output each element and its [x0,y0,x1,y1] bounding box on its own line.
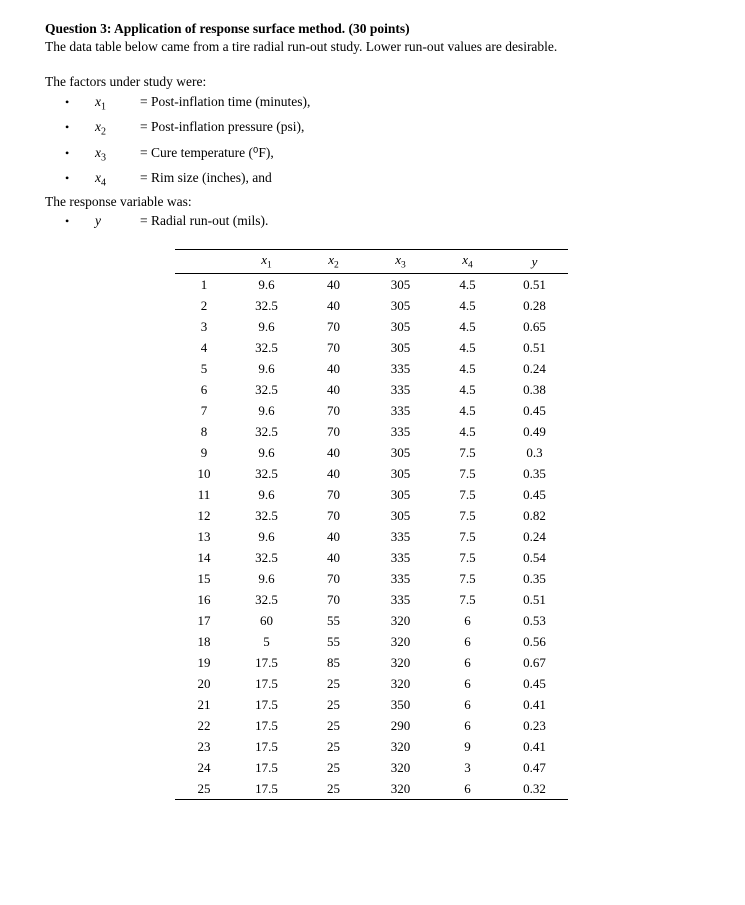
table-row [175,274,568,296]
value-cell: 32.5 [255,507,278,523]
value-cell: 350 [390,696,411,712]
table-row [175,652,568,673]
value-cell: 70 [327,423,340,439]
value-cell: 60 [260,612,273,628]
value-cell: 335 [390,549,411,565]
run-number-cell: 5 [200,360,208,376]
bullet-marker: • [65,120,70,135]
run-number-cell: 7 [200,402,208,418]
value-cell: 70 [327,591,340,607]
value-cell: 32.5 [255,381,278,397]
table-row [175,547,568,568]
table-row [175,400,568,421]
value-cell: 0.24 [523,360,546,376]
factor-symbol: $x_1$ [95,93,106,113]
value-cell: 0.3 [526,444,543,460]
value-cell: 70 [327,339,340,355]
data-table-body [175,274,568,800]
question-title: Question 3: Application of response surface method. (30 points) [45,21,410,36]
run-number-cell: 15 [197,570,211,586]
run-number-cell: 2 [200,297,208,313]
table-row [175,589,568,610]
value-cell: 0.32 [523,780,546,796]
value-cell: 25 [327,696,340,712]
value-cell: 55 [327,633,340,649]
value-cell: 305 [390,318,411,334]
value-cell: 0.51 [523,339,546,355]
value-cell: 32.5 [255,591,278,607]
factor-description: = Post-inflation pressure (psi), [140,119,305,135]
bullet-marker: • [65,214,70,229]
value-cell: 40 [327,549,340,565]
value-cell: 335 [390,528,411,544]
value-cell: 6 [464,633,471,649]
value-cell: 305 [390,276,411,292]
value-cell: 0.51 [523,276,546,292]
run-number-cell: 14 [197,549,211,565]
factor-description: = Rim size (inches), and [140,170,272,186]
value-cell: 4.5 [459,318,476,334]
run-number-cell: 13 [197,528,211,544]
value-cell: 6 [464,612,471,628]
value-cell: 40 [327,381,340,397]
factor-symbol: $x_2$ [95,119,106,138]
value-cell: 6 [464,780,471,796]
table-row [175,295,568,316]
table-row [175,463,568,484]
table-row [175,379,568,400]
factor-item [45,142,700,167]
value-cell: 7.5 [459,549,476,565]
value-cell: 7.5 [459,570,476,586]
value-cell: 70 [327,318,340,334]
data-table-head-row [175,249,568,274]
value-cell: 320 [390,654,411,670]
run-number-cell: 22 [197,717,211,733]
column-header: $x_3$ [395,252,406,271]
value-cell: 305 [390,339,411,355]
value-cell: 4.5 [459,423,476,439]
value-cell: 70 [327,486,340,502]
value-cell: 9.6 [258,318,275,334]
value-cell: 25 [327,780,340,796]
value-cell: 6 [464,675,471,691]
factor-item [45,167,700,192]
value-cell: 25 [327,738,340,754]
value-cell: 335 [390,402,411,418]
value-cell: 6 [464,654,471,670]
value-cell: 70 [327,570,340,586]
value-cell: 70 [327,402,340,418]
value-cell: 32.5 [255,465,278,481]
value-cell: 305 [390,444,411,460]
value-cell: 0.41 [523,738,546,754]
value-cell: 40 [327,465,340,481]
value-cell: 0.54 [523,549,546,565]
value-cell: 70 [327,507,340,523]
column-header: $x_4$ [462,252,473,271]
value-cell: 4.5 [459,402,476,418]
table-row [175,757,568,778]
bullet-marker: • [65,145,70,160]
factors-label: The factors under study were: [45,74,207,90]
question-intro: The data table below came from a tire radial run-out study. Lower run-out values are desirable. [45,38,558,54]
value-cell: 320 [390,675,411,691]
run-number-cell: 1 [200,276,208,292]
value-cell: 0.35 [523,570,546,586]
value-cell: 0.35 [523,465,546,481]
value-cell: 320 [390,738,411,754]
value-cell: 335 [390,423,411,439]
value-cell: 4.5 [459,339,476,355]
value-cell: 305 [390,465,411,481]
value-cell: 0.23 [523,717,546,733]
value-cell: 335 [390,360,411,376]
run-number-cell: 6 [200,381,208,397]
factor-item [45,116,700,141]
run-number-cell: 9 [200,444,208,460]
data-table [175,249,568,801]
value-cell: 4.5 [459,381,476,397]
value-cell: 0.49 [523,423,546,439]
value-cell: 7.5 [459,444,476,460]
value-cell: 0.47 [523,759,546,775]
value-cell: 290 [390,717,411,733]
value-cell: 17.5 [255,717,278,733]
value-cell: 5 [263,633,270,649]
value-cell: 32.5 [255,339,278,355]
value-cell: 17.5 [255,696,278,712]
value-cell: 17.5 [255,759,278,775]
run-number-cell: 25 [197,780,211,796]
value-cell: 4.5 [459,276,476,292]
value-cell: 55 [327,612,340,628]
value-cell: 320 [390,633,411,649]
factor-symbol: $x_4$ [95,170,106,189]
column-header: y [531,253,538,269]
value-cell: 40 [327,528,340,544]
run-number-cell: 11 [197,486,211,502]
response-item [45,210,700,233]
value-cell: 17.5 [255,738,278,754]
value-cell: 9.6 [258,528,275,544]
value-cell: 305 [390,507,411,523]
value-cell: 40 [327,297,340,313]
table-row [175,442,568,463]
value-cell: 17.5 [255,654,278,670]
value-cell: 9.6 [258,444,275,460]
value-cell: 7.5 [459,507,476,523]
table-row [175,568,568,589]
run-number-cell: 10 [197,465,211,481]
table-row [175,505,568,526]
value-cell: 40 [327,444,340,460]
response-description: = Radial run-out (mils). [140,213,269,229]
run-number-cell: 21 [197,696,211,712]
run-number-cell: 8 [200,423,208,439]
value-cell: 3 [464,759,471,775]
response-symbol: y [95,213,101,229]
value-cell: 9.6 [258,276,275,292]
response-label: The response variable was: [45,193,192,209]
run-number-cell: 24 [197,759,211,775]
table-row [175,610,568,631]
value-cell: 0.45 [523,675,546,691]
value-cell: 0.45 [523,402,546,418]
value-cell: 25 [327,759,340,775]
value-cell: 0.65 [523,318,546,334]
bullet-marker: • [65,94,70,109]
value-cell: 0.28 [523,297,546,313]
value-cell: 335 [390,381,411,397]
value-cell: 4.5 [459,297,476,313]
run-number-cell: 12 [197,507,211,523]
bullet-marker: • [65,171,70,186]
value-cell: 305 [390,297,411,313]
value-cell: 32.5 [255,297,278,313]
column-header: $x_2$ [328,252,339,271]
run-number-cell: 17 [197,612,211,628]
value-cell: 0.51 [523,591,546,607]
table-row [175,421,568,442]
table-row [175,526,568,547]
table-row [175,673,568,694]
value-cell: 305 [390,486,411,502]
run-number-cell: 20 [197,675,211,691]
value-cell: 0.67 [523,654,546,670]
factor-symbol: $x_3$ [95,144,106,164]
factor-description: = Post-inflation time (minutes), [140,93,311,109]
value-cell: 9.6 [258,570,275,586]
value-cell: 320 [390,780,411,796]
value-cell: 6 [464,717,471,733]
table-row [175,736,568,757]
run-number-cell: 16 [197,591,211,607]
value-cell: 85 [327,654,340,670]
value-cell: 7.5 [459,465,476,481]
value-cell: 6 [464,696,471,712]
table-row [175,631,568,652]
value-cell: 40 [327,276,340,292]
run-number-cell: 19 [197,654,211,670]
value-cell: 32.5 [255,549,278,565]
table-row [175,316,568,337]
table-row [175,778,568,800]
value-cell: 335 [390,570,411,586]
run-number-cell: 4 [200,339,208,355]
table-row [175,694,568,715]
run-number-cell: 23 [197,738,211,754]
value-cell: 7.5 [459,591,476,607]
table-row [175,358,568,379]
value-cell: 4.5 [459,360,476,376]
value-cell: 7.5 [459,486,476,502]
value-cell: 17.5 [255,675,278,691]
data-table-head [175,249,568,274]
run-number-cell: 3 [200,318,208,334]
value-cell: 0.24 [523,528,546,544]
column-header: $x_1$ [261,252,272,271]
factor-description: = Cure temperature (⁰F), [140,144,274,160]
value-cell: 320 [390,612,411,628]
run-number-column-header [175,249,233,274]
value-cell: 335 [390,591,411,607]
value-cell: 17.5 [255,780,278,796]
value-cell: 9.6 [258,360,275,376]
value-cell: 7.5 [459,528,476,544]
value-cell: 0.41 [523,696,546,712]
value-cell: 0.82 [523,507,546,523]
value-cell: 9.6 [258,486,275,502]
table-row [175,337,568,358]
value-cell: 0.53 [523,612,546,628]
value-cell: 25 [327,717,340,733]
value-cell: 25 [327,675,340,691]
value-cell: 9.6 [258,402,275,418]
value-cell: 32.5 [255,423,278,439]
value-cell: 0.38 [523,381,546,397]
table-row [175,715,568,736]
factor-item [45,91,700,116]
value-cell: 40 [327,360,340,376]
value-cell: 320 [390,759,411,775]
table-row [175,484,568,505]
value-cell: 0.45 [523,486,546,502]
value-cell: 9 [464,738,471,754]
value-cell: 0.56 [523,633,546,649]
run-number-cell: 18 [197,633,211,649]
